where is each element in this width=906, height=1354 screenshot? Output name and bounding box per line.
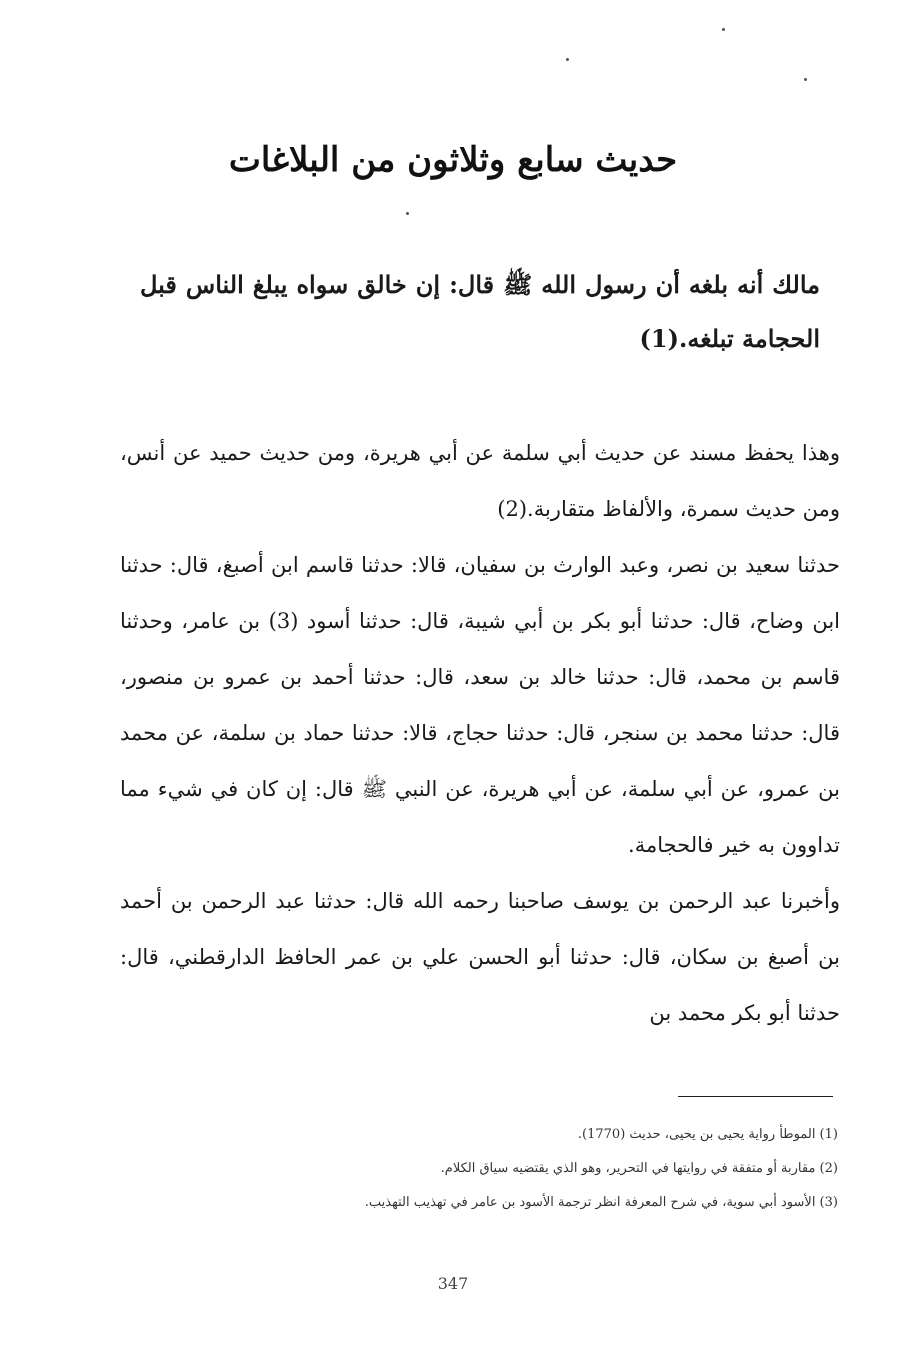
body-paragraph: حدثنا سعيد بن نصر، وعبد الوارث بن سفيان، قالا: حدثنا قاسم ابن أصبغ، قال: حدثنا ابن وضاح، قال: حدثنا أبو بكر بن أبي شيبة، قال: حدثنا أسود (3) بن عامر، وحدثنا قاسم بن محمد، قال: حدثنا خالد بن سعد، قال: حدثنا أحمد بن عمرو بن منصور، قال: حدثنا محمد بن سنجر، قال: حدثنا حجاج، قالا: حدثنا حماد بن سلمة، عن محمد بن عمرو، عن أبي سلمة، عن أبي هريرة، عن النبي ﷺ قال: إن كان في شيء مما تداوون به خير فالحجامة. [120,553,840,857]
page-number: 347 [437,1274,469,1293]
scan-speck [406,212,409,215]
footnote: (2) مقاربة أو متفقة في روايتها في التحرير، وهو الذي يقتضيه سياق الكلام. [440,1161,838,1176]
scan-speck [566,58,569,61]
body-paragraph: وهذا يحفظ مسند عن حديث أبي سلمة عن أبي هريرة، ومن حديث حميد عن أنس، ومن حديث سمرة، والألفاظ متقاربة.(2) [120,441,840,521]
footnote: (1) الموطأ رواية يحيى بن يحيى، حديث (1770). [577,1127,838,1142]
intro-text: مالك أنه بلغه أن رسول الله ﷺ قال: إن خالق سواه يبلغ الناس قبل الحجامة تبلغه.(1) [140,270,820,353]
footnote-divider [678,1096,833,1097]
intro-paragraph [140,258,820,366]
footnote: (3) الأسود أبي سوية، في شرح المعرفة انظر ترجمة الأسود بن عامر في تهذيب التهذيب. [364,1195,838,1210]
page-title: حديث سابع وثلاثون من البلاغات [228,140,678,180]
footnotes [110,1118,838,1220]
body-text [120,425,840,1041]
body-paragraph: وأخبرنا عبد الرحمن بن يوسف صاحبنا رحمه الله قال: حدثنا عبد الرحمن بن أحمد بن أصبغ بن سكان، قال: حدثنا أبو الحسن علي بن عمر الحافظ الدارقطني، قال: حدثنا أبو بكر محمد بن [120,889,840,1025]
scan-speck [804,78,807,81]
scan-speck [722,28,725,31]
